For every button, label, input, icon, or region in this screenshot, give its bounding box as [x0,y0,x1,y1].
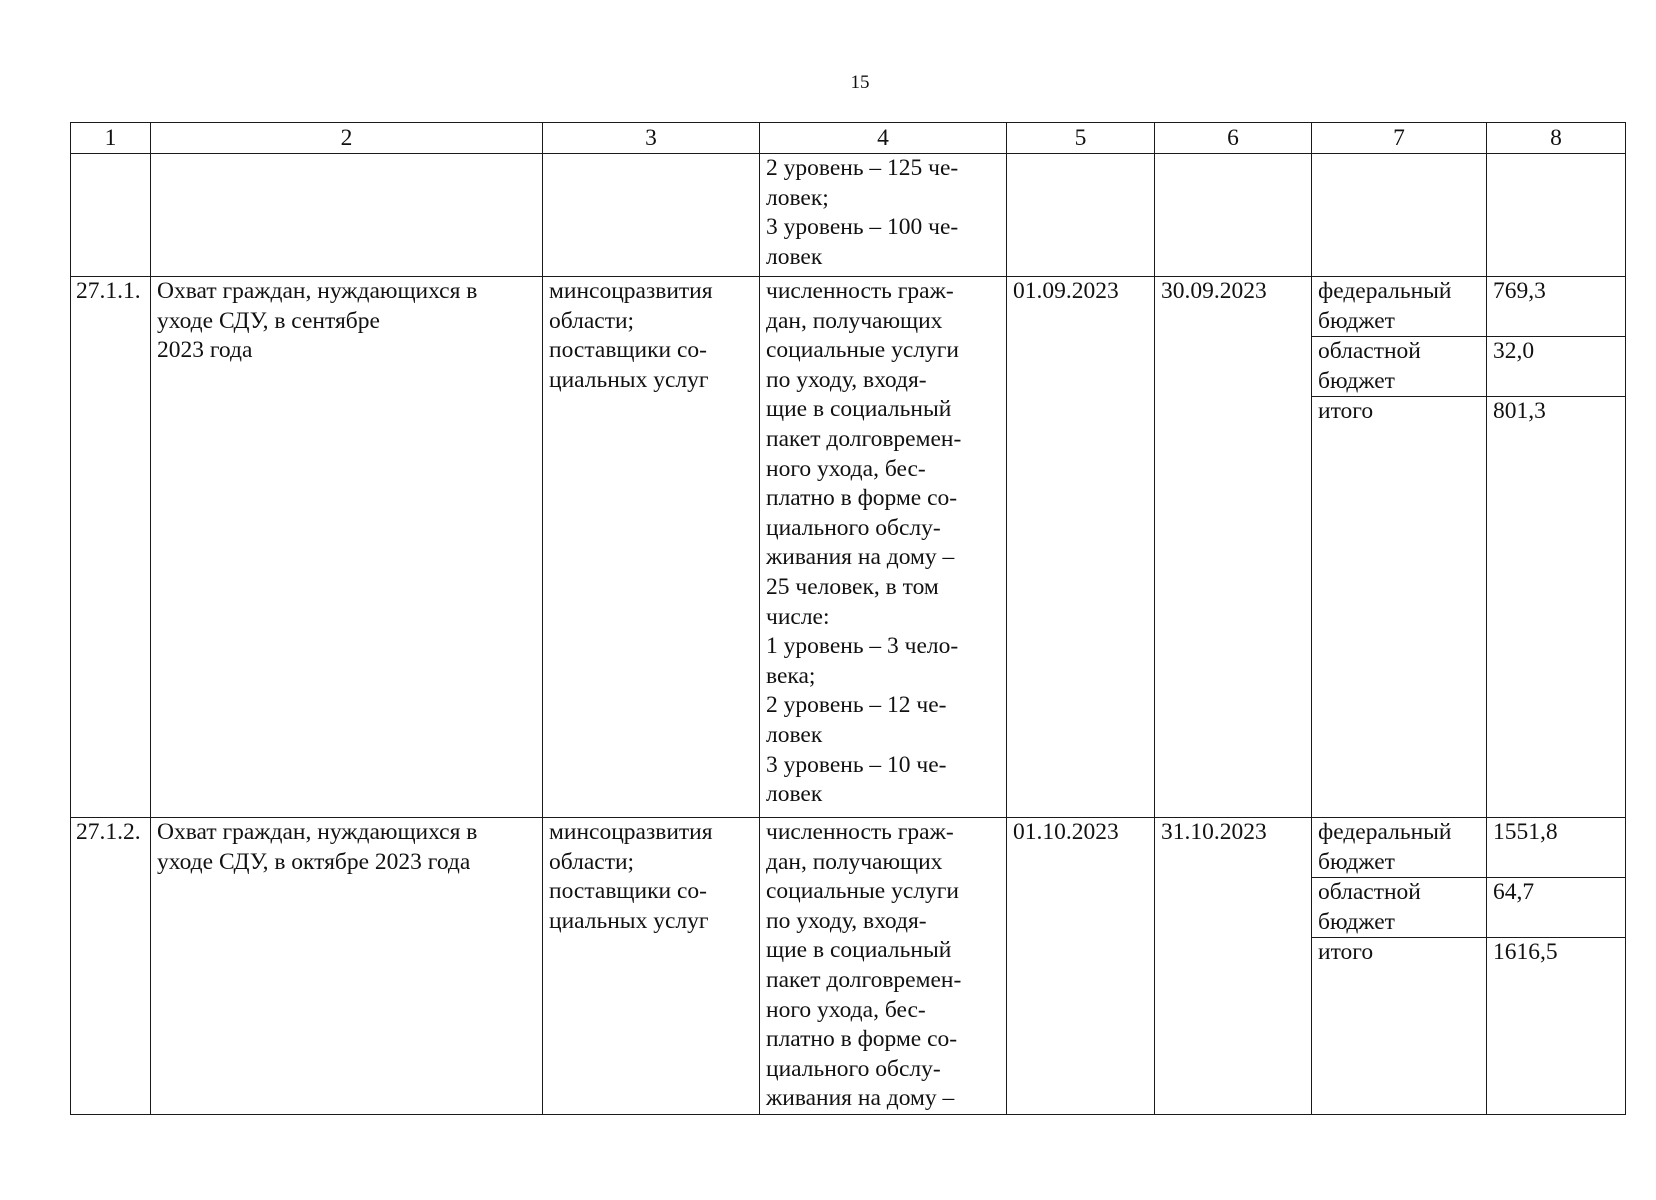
executor-text [549,818,753,936]
text-line: социальные услуги [766,337,959,364]
funding-amount: 801,3 [1487,397,1626,818]
header-cell: 7 [1312,123,1487,154]
continuation-row [71,154,1626,277]
funding-amount: 1616,5 [1487,938,1626,1115]
text-line: численность граж- [766,819,954,845]
item-number: 27.1.2. [71,818,151,1115]
item-number: 27.1.1. [71,277,151,818]
executor [543,277,760,818]
indicator-cell [760,277,1007,818]
table-cell [1007,154,1155,277]
text-line: ловек [766,243,823,270]
executor [543,818,760,1115]
table-cell [1155,154,1312,277]
text-line: платно в форме со- [766,485,958,512]
text-line: уходе СДУ, в сентябре [157,307,380,334]
text-line: ловек [766,781,823,808]
text-line: численность граж- [766,278,954,304]
text-line: социальные услуги [766,878,959,905]
funding-source-text [1318,878,1480,937]
text-line: областной [1318,879,1421,906]
indicator-cell [760,818,1007,1115]
text-line: 3 уровень – 10 че- [766,751,947,778]
text-line: итого [1318,939,1374,966]
text-line: платно в форме со- [766,1026,958,1053]
table-cell [543,154,760,277]
measures-table [70,122,1626,1115]
text-line: 2 уровень – 125 че- [766,155,959,181]
table-cell [1487,154,1626,277]
text-line: циального обслу- [766,514,941,541]
funding-source-text [1318,337,1480,396]
header-cell: 8 [1487,123,1626,154]
text-line: 25 человек, в том [766,573,939,600]
indicator-cell [760,154,1007,277]
header-cell: 5 [1007,123,1155,154]
text-line: числе: [766,603,830,630]
text-line: бюджет [1318,367,1395,394]
end-date: 31.10.2023 [1155,818,1312,1115]
text-line: циальных услуг [549,907,709,934]
funding-source [1312,337,1487,397]
header-cell: 3 [543,123,760,154]
text-line: бюджет [1318,848,1395,875]
text-line: дан, получающих [766,307,943,334]
start-date: 01.09.2023 [1007,277,1155,818]
text-line: итого [1318,398,1374,425]
text-line: 1 уровень – 3 чело- [766,633,959,660]
page-number: 15 [850,72,870,93]
text-line: ловек; [766,184,829,211]
funding-source [1312,397,1487,818]
text-line: ного ухода, бес- [766,996,926,1023]
text-line: века; [766,662,816,689]
text-line: минсоцразвития [549,819,713,845]
funding-source [1312,277,1487,337]
table-row [71,818,1626,878]
funding-source-text [1318,818,1480,877]
text-line: Охват граждан, нуждающихся в [157,278,478,304]
text-line: пакет долговремен- [766,425,962,452]
text-line: поставщики со- [549,878,707,905]
table-cell [1312,154,1487,277]
funding-amount: 769,3 [1487,277,1626,337]
text-line: бюджет [1318,307,1395,334]
item-name-text [157,818,536,877]
table-cell [71,154,151,277]
text-line: 2023 года [157,337,253,364]
text-line: по уходу, входя- [766,907,927,934]
text-line: 2 уровень – 12 че- [766,692,947,719]
item-name [151,277,543,818]
header-cell: 6 [1155,123,1312,154]
text-line: области; [549,307,635,334]
header-cell: 4 [760,123,1007,154]
text-line: циального обслу- [766,1055,941,1082]
text-line: щие в социальный [766,937,952,964]
end-date: 30.09.2023 [1155,277,1312,818]
item-name [151,818,543,1115]
text-line: области; [549,848,635,875]
text-line: 3 уровень – 100 че- [766,214,959,241]
text-line: областной [1318,338,1421,365]
indicator-text [766,818,1000,1114]
funding-source [1312,878,1487,938]
text-line: ного ухода, бес- [766,455,926,482]
funding-amount: 32,0 [1487,337,1626,397]
funding-source [1312,818,1487,878]
funding-source-text [1318,397,1480,427]
header-row [71,123,1626,154]
funding-source-text [1318,277,1480,336]
text-line: федеральный [1318,278,1452,304]
start-date: 01.10.2023 [1007,818,1155,1115]
indicator-text [766,154,1000,272]
text-line: живания на дому – [766,544,955,571]
table-row [71,277,1626,337]
funding-source [1312,938,1487,1115]
text-line: минсоцразвития [549,278,713,304]
funding-source-text [1318,938,1480,968]
header-cell: 2 [151,123,543,154]
text-line: дан, получающих [766,848,943,875]
indicator-text [766,277,1000,810]
text-line: Охват граждан, нуждающихся в [157,819,478,845]
text-line: пакет долговремен- [766,966,962,993]
table-cell [151,154,543,277]
text-line: федеральный [1318,819,1452,845]
funding-amount: 64,7 [1487,878,1626,938]
text-line: уходе СДУ, в октябре 2023 года [157,848,471,875]
executor-text [549,277,753,395]
text-line: по уходу, входя- [766,366,927,393]
text-line: поставщики со- [549,337,707,364]
text-line: щие в социальный [766,396,952,423]
text-line: циальных услуг [549,366,709,393]
funding-amount: 1551,8 [1487,818,1626,878]
item-name-text [157,277,536,366]
text-line: живания на дому – [766,1085,955,1112]
header-cell: 1 [71,123,151,154]
text-line: бюджет [1318,908,1395,935]
text-line: ловек [766,721,823,748]
